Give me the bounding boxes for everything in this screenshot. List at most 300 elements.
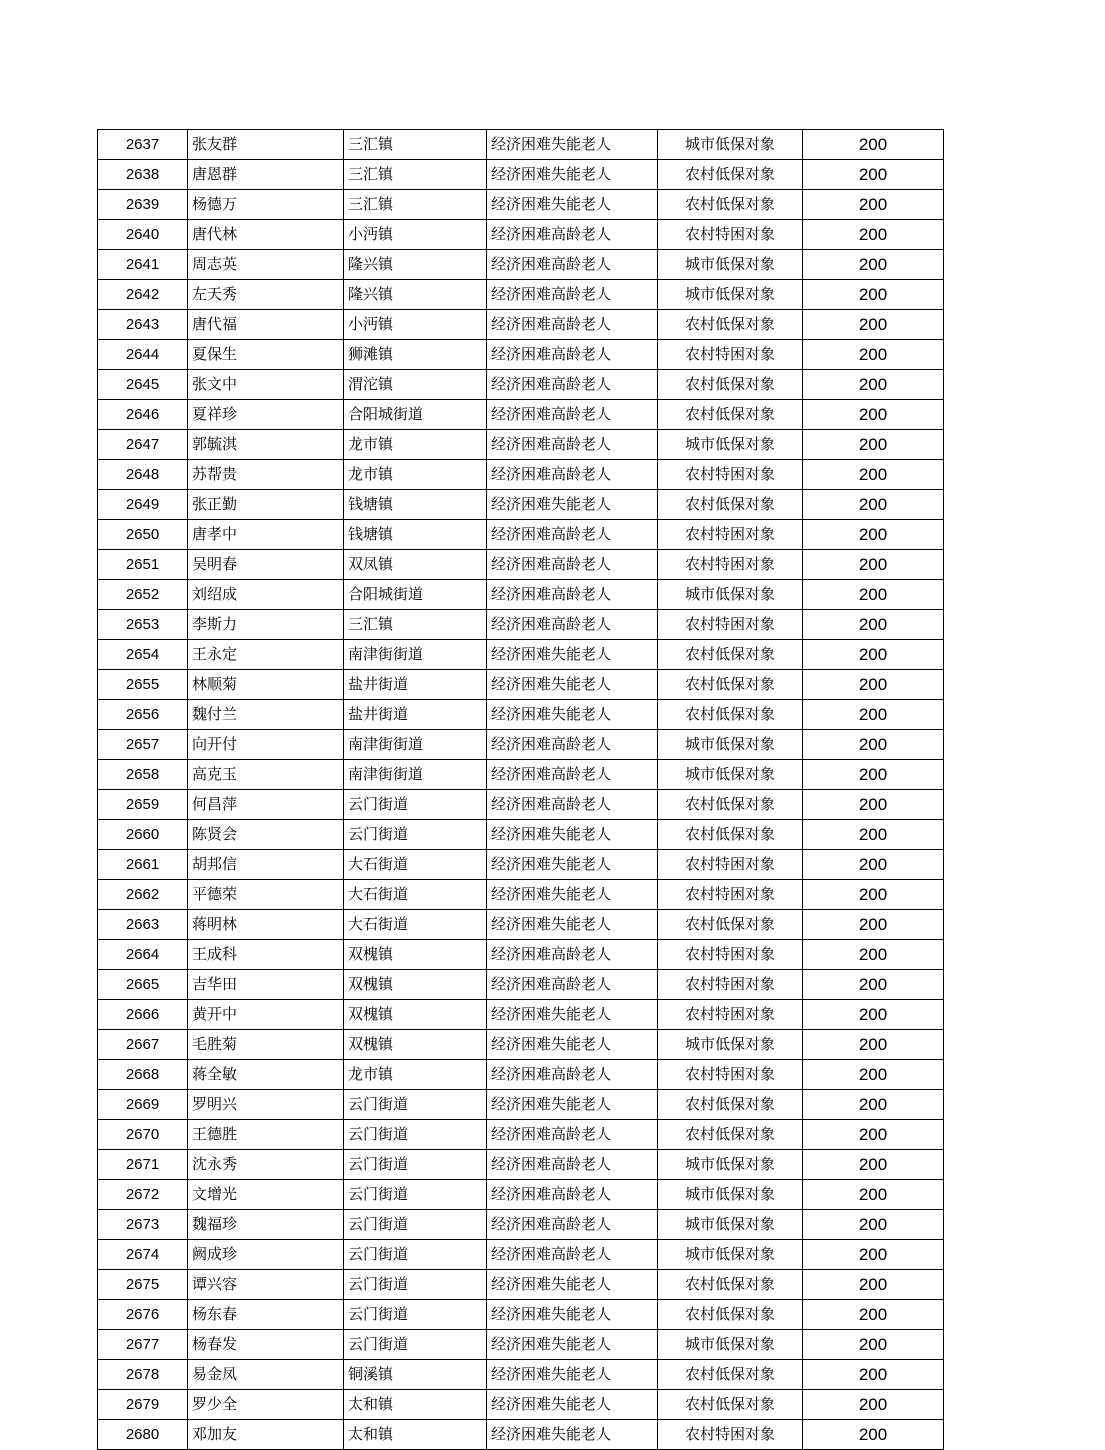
person-name-cell: 魏付兰 (188, 700, 344, 730)
assistance-type-cell: 农村特困对象 (658, 880, 803, 910)
table-row (98, 1120, 944, 1150)
assistance-type-cell: 城市低保对象 (658, 1180, 803, 1210)
person-name-cell: 杨春发 (188, 1330, 344, 1360)
table-row (98, 670, 944, 700)
table-row (98, 1300, 944, 1330)
category-cell: 经济困难失能老人 (487, 910, 658, 940)
table-row (98, 970, 944, 1000)
category-cell: 经济困难高龄老人 (487, 520, 658, 550)
table-row (98, 730, 944, 760)
town-name-cell: 云门街道 (344, 790, 487, 820)
row-number-cell: 2665 (98, 970, 188, 1000)
row-number-cell: 2641 (98, 250, 188, 280)
assistance-type-cell: 农村低保对象 (658, 700, 803, 730)
town-name-cell: 云门街道 (344, 1270, 487, 1300)
amount-cell: 200 (803, 880, 944, 910)
table-row (98, 940, 944, 970)
town-name-cell: 铜溪镇 (344, 1360, 487, 1390)
amount-cell: 200 (803, 310, 944, 340)
town-name-cell: 南津街街道 (344, 730, 487, 760)
table-row (98, 1270, 944, 1300)
category-cell: 经济困难高龄老人 (487, 310, 658, 340)
amount-cell: 200 (803, 1090, 944, 1120)
assistance-type-cell: 农村低保对象 (658, 1390, 803, 1420)
assistance-type-cell: 农村低保对象 (658, 310, 803, 340)
town-name-cell: 大石街道 (344, 880, 487, 910)
category-cell: 经济困难失能老人 (487, 1270, 658, 1300)
table-row (98, 1000, 944, 1030)
person-name-cell: 张友群 (188, 130, 344, 160)
person-name-cell: 阙成珍 (188, 1240, 344, 1270)
category-cell: 经济困难失能老人 (487, 670, 658, 700)
town-name-cell: 云门街道 (344, 1330, 487, 1360)
person-name-cell: 唐孝中 (188, 520, 344, 550)
assistance-type-cell: 农村特困对象 (658, 850, 803, 880)
category-cell: 经济困难高龄老人 (487, 250, 658, 280)
row-number-cell: 2648 (98, 460, 188, 490)
person-name-cell: 向开付 (188, 730, 344, 760)
amount-cell: 200 (803, 1420, 944, 1450)
assistance-type-cell: 农村特困对象 (658, 520, 803, 550)
amount-cell: 200 (803, 1300, 944, 1330)
amount-cell: 200 (803, 1240, 944, 1270)
table-row (98, 640, 944, 670)
row-number-cell: 2666 (98, 1000, 188, 1030)
assistance-type-cell: 农村低保对象 (658, 1090, 803, 1120)
row-number-cell: 2644 (98, 340, 188, 370)
category-cell: 经济困难高龄老人 (487, 610, 658, 640)
town-name-cell: 龙市镇 (344, 430, 487, 460)
town-name-cell: 南津街街道 (344, 640, 487, 670)
person-name-cell: 李斯力 (188, 610, 344, 640)
person-name-cell: 谭兴容 (188, 1270, 344, 1300)
town-name-cell: 云门街道 (344, 1300, 487, 1330)
row-number-cell: 2655 (98, 670, 188, 700)
table-row (98, 580, 944, 610)
assistance-type-cell: 农村低保对象 (658, 190, 803, 220)
person-name-cell: 吴明春 (188, 550, 344, 580)
town-name-cell: 太和镇 (344, 1390, 487, 1420)
assistance-type-cell: 农村低保对象 (658, 910, 803, 940)
row-number-cell: 2663 (98, 910, 188, 940)
row-number-cell: 2646 (98, 400, 188, 430)
amount-cell: 200 (803, 730, 944, 760)
amount-cell: 200 (803, 430, 944, 460)
category-cell: 经济困难高龄老人 (487, 370, 658, 400)
assistance-type-cell: 城市低保对象 (658, 1240, 803, 1270)
category-cell: 经济困难失能老人 (487, 850, 658, 880)
table-row (98, 1240, 944, 1270)
category-cell: 经济困难高龄老人 (487, 790, 658, 820)
person-name-cell: 左天秀 (188, 280, 344, 310)
row-number-cell: 2674 (98, 1240, 188, 1270)
town-name-cell: 三汇镇 (344, 160, 487, 190)
person-name-cell: 张文中 (188, 370, 344, 400)
town-name-cell: 双槐镇 (344, 1030, 487, 1060)
town-name-cell: 合阳城街道 (344, 580, 487, 610)
row-number-cell: 2640 (98, 220, 188, 250)
category-cell: 经济困难失能老人 (487, 1360, 658, 1390)
amount-cell: 200 (803, 550, 944, 580)
row-number-cell: 2667 (98, 1030, 188, 1060)
assistance-type-cell: 城市低保对象 (658, 130, 803, 160)
amount-cell: 200 (803, 520, 944, 550)
town-name-cell: 三汇镇 (344, 130, 487, 160)
assistance-type-cell: 农村特困对象 (658, 460, 803, 490)
table-row (98, 790, 944, 820)
table-row (98, 850, 944, 880)
row-number-cell: 2664 (98, 940, 188, 970)
table-row (98, 760, 944, 790)
row-number-cell: 2653 (98, 610, 188, 640)
town-name-cell: 钱塘镇 (344, 490, 487, 520)
town-name-cell: 隆兴镇 (344, 280, 487, 310)
table-row (98, 430, 944, 460)
town-name-cell: 双槐镇 (344, 940, 487, 970)
table-row (98, 280, 944, 310)
row-number-cell: 2660 (98, 820, 188, 850)
person-name-cell: 魏福珍 (188, 1210, 344, 1240)
amount-cell: 200 (803, 1390, 944, 1420)
category-cell: 经济困难高龄老人 (487, 550, 658, 580)
person-name-cell: 罗少全 (188, 1390, 344, 1420)
row-number-cell: 2673 (98, 1210, 188, 1240)
category-cell: 经济困难失能老人 (487, 820, 658, 850)
amount-cell: 200 (803, 760, 944, 790)
town-name-cell: 龙市镇 (344, 460, 487, 490)
table-row (98, 1390, 944, 1420)
row-number-cell: 2672 (98, 1180, 188, 1210)
row-number-cell: 2661 (98, 850, 188, 880)
category-cell: 经济困难高龄老人 (487, 1150, 658, 1180)
town-name-cell: 双槐镇 (344, 970, 487, 1000)
town-name-cell: 双凤镇 (344, 550, 487, 580)
row-number-cell: 2668 (98, 1060, 188, 1090)
amount-cell: 200 (803, 910, 944, 940)
category-cell: 经济困难失能老人 (487, 1390, 658, 1420)
table-row (98, 880, 944, 910)
assistance-type-cell: 农村低保对象 (658, 160, 803, 190)
row-number-cell: 2677 (98, 1330, 188, 1360)
assistance-type-cell: 农村特困对象 (658, 550, 803, 580)
row-number-cell: 2662 (98, 880, 188, 910)
town-name-cell: 狮滩镇 (344, 340, 487, 370)
town-name-cell: 双槐镇 (344, 1000, 487, 1030)
assistance-type-cell: 农村低保对象 (658, 1120, 803, 1150)
category-cell: 经济困难失能老人 (487, 1030, 658, 1060)
category-cell: 经济困难失能老人 (487, 700, 658, 730)
town-name-cell: 合阳城街道 (344, 400, 487, 430)
assistance-type-cell: 农村特困对象 (658, 1060, 803, 1090)
category-cell: 经济困难失能老人 (487, 190, 658, 220)
person-name-cell: 沈永秀 (188, 1150, 344, 1180)
category-cell: 经济困难失能老人 (487, 880, 658, 910)
person-name-cell: 杨德万 (188, 190, 344, 220)
assistance-type-cell: 农村特困对象 (658, 940, 803, 970)
person-name-cell: 王永定 (188, 640, 344, 670)
table-row (98, 1090, 944, 1120)
row-number-cell: 2637 (98, 130, 188, 160)
category-cell: 经济困难高龄老人 (487, 280, 658, 310)
amount-cell: 200 (803, 1180, 944, 1210)
table-row (98, 1180, 944, 1210)
table-row (98, 1420, 944, 1450)
table-row (98, 1360, 944, 1390)
assistance-type-cell: 农村特困对象 (658, 1000, 803, 1030)
table-row (98, 1150, 944, 1180)
row-number-cell: 2649 (98, 490, 188, 520)
row-number-cell: 2657 (98, 730, 188, 760)
category-cell: 经济困难高龄老人 (487, 400, 658, 430)
category-cell: 经济困难高龄老人 (487, 940, 658, 970)
assistance-type-cell: 农村低保对象 (658, 820, 803, 850)
assistance-type-cell: 城市低保对象 (658, 1330, 803, 1360)
amount-cell: 200 (803, 1270, 944, 1300)
town-name-cell: 云门街道 (344, 1210, 487, 1240)
town-name-cell: 三汇镇 (344, 610, 487, 640)
assistance-type-cell: 农村低保对象 (658, 640, 803, 670)
amount-cell: 200 (803, 1330, 944, 1360)
person-name-cell: 夏保生 (188, 340, 344, 370)
table-row (98, 370, 944, 400)
category-cell: 经济困难高龄老人 (487, 1210, 658, 1240)
category-cell: 经济困难高龄老人 (487, 730, 658, 760)
row-number-cell: 2679 (98, 1390, 188, 1420)
row-number-cell: 2638 (98, 160, 188, 190)
person-name-cell: 罗明兴 (188, 1090, 344, 1120)
amount-cell: 200 (803, 250, 944, 280)
assistance-type-cell: 农村低保对象 (658, 400, 803, 430)
town-name-cell: 大石街道 (344, 850, 487, 880)
person-name-cell: 夏祥珍 (188, 400, 344, 430)
person-name-cell: 何昌萍 (188, 790, 344, 820)
person-name-cell: 平德荣 (188, 880, 344, 910)
category-cell: 经济困难失能老人 (487, 1330, 658, 1360)
assistance-type-cell: 城市低保对象 (658, 1030, 803, 1060)
person-name-cell: 刘绍成 (188, 580, 344, 610)
table-body (98, 130, 944, 1450)
person-name-cell: 高克玉 (188, 760, 344, 790)
person-name-cell: 杨东春 (188, 1300, 344, 1330)
amount-cell: 200 (803, 970, 944, 1000)
person-name-cell: 郭毓淇 (188, 430, 344, 460)
category-cell: 经济困难高龄老人 (487, 760, 658, 790)
town-name-cell: 小沔镇 (344, 310, 487, 340)
amount-cell: 200 (803, 1000, 944, 1030)
person-name-cell: 蒋明林 (188, 910, 344, 940)
amount-cell: 200 (803, 220, 944, 250)
category-cell: 经济困难失能老人 (487, 640, 658, 670)
table-row (98, 130, 944, 160)
person-name-cell: 周志英 (188, 250, 344, 280)
row-number-cell: 2675 (98, 1270, 188, 1300)
town-name-cell: 南津街街道 (344, 760, 487, 790)
person-name-cell: 唐代林 (188, 220, 344, 250)
assistance-type-cell: 农村特困对象 (658, 970, 803, 1000)
amount-cell: 200 (803, 1120, 944, 1150)
assistance-type-cell: 农村特困对象 (658, 220, 803, 250)
town-name-cell: 龙市镇 (344, 1060, 487, 1090)
person-name-cell: 唐代福 (188, 310, 344, 340)
person-name-cell: 毛胜菊 (188, 1030, 344, 1060)
amount-cell: 200 (803, 700, 944, 730)
town-name-cell: 云门街道 (344, 1240, 487, 1270)
table-row (98, 190, 944, 220)
amount-cell: 200 (803, 820, 944, 850)
town-name-cell: 三汇镇 (344, 190, 487, 220)
assistance-type-cell: 农村特困对象 (658, 1420, 803, 1450)
row-number-cell: 2650 (98, 520, 188, 550)
row-number-cell: 2676 (98, 1300, 188, 1330)
assistance-type-cell: 农村低保对象 (658, 1300, 803, 1330)
category-cell: 经济困难高龄老人 (487, 430, 658, 460)
assistance-type-cell: 城市低保对象 (658, 1150, 803, 1180)
category-cell: 经济困难高龄老人 (487, 1180, 658, 1210)
category-cell: 经济困难失能老人 (487, 160, 658, 190)
amount-cell: 200 (803, 1060, 944, 1090)
amount-cell: 200 (803, 490, 944, 520)
person-name-cell: 苏帮贵 (188, 460, 344, 490)
town-name-cell: 云门街道 (344, 1120, 487, 1150)
town-name-cell: 小沔镇 (344, 220, 487, 250)
amount-cell: 200 (803, 160, 944, 190)
amount-cell: 200 (803, 850, 944, 880)
person-name-cell: 文增光 (188, 1180, 344, 1210)
table-row (98, 340, 944, 370)
person-name-cell: 蒋全敏 (188, 1060, 344, 1090)
assistance-type-cell: 城市低保对象 (658, 580, 803, 610)
category-cell: 经济困难高龄老人 (487, 970, 658, 1000)
category-cell: 经济困难高龄老人 (487, 460, 658, 490)
table-row (98, 310, 944, 340)
table-row (98, 820, 944, 850)
person-name-cell: 林顺菊 (188, 670, 344, 700)
person-name-cell: 邓加友 (188, 1420, 344, 1450)
town-name-cell: 钱塘镇 (344, 520, 487, 550)
table-row (98, 910, 944, 940)
row-number-cell: 2647 (98, 430, 188, 460)
row-number-cell: 2678 (98, 1360, 188, 1390)
person-name-cell: 王成科 (188, 940, 344, 970)
amount-cell: 200 (803, 610, 944, 640)
amount-cell: 200 (803, 280, 944, 310)
amount-cell: 200 (803, 460, 944, 490)
person-name-cell: 黄开中 (188, 1000, 344, 1030)
person-name-cell: 陈贤会 (188, 820, 344, 850)
table-row (98, 160, 944, 190)
assistance-type-cell: 城市低保对象 (658, 730, 803, 760)
table-row (98, 520, 944, 550)
table-row (98, 460, 944, 490)
assistance-type-cell: 农村低保对象 (658, 490, 803, 520)
amount-cell: 200 (803, 400, 944, 430)
town-name-cell: 云门街道 (344, 1150, 487, 1180)
table-row (98, 400, 944, 430)
person-name-cell: 唐恩群 (188, 160, 344, 190)
assistance-type-cell: 农村低保对象 (658, 670, 803, 700)
category-cell: 经济困难高龄老人 (487, 1060, 658, 1090)
amount-cell: 200 (803, 580, 944, 610)
assistance-type-cell: 农村低保对象 (658, 790, 803, 820)
row-number-cell: 2654 (98, 640, 188, 670)
person-name-cell: 胡邦信 (188, 850, 344, 880)
amount-cell: 200 (803, 1030, 944, 1060)
person-name-cell: 易金凤 (188, 1360, 344, 1390)
amount-cell: 200 (803, 940, 944, 970)
table-row (98, 700, 944, 730)
person-name-cell: 吉华田 (188, 970, 344, 1000)
assistance-type-cell: 城市低保对象 (658, 280, 803, 310)
table-row (98, 1210, 944, 1240)
assistance-type-cell: 城市低保对象 (658, 1210, 803, 1240)
amount-cell: 200 (803, 1150, 944, 1180)
row-number-cell: 2670 (98, 1120, 188, 1150)
row-number-cell: 2659 (98, 790, 188, 820)
person-name-cell: 张正勤 (188, 490, 344, 520)
category-cell: 经济困难失能老人 (487, 490, 658, 520)
table-row (98, 490, 944, 520)
category-cell: 经济困难高龄老人 (487, 1120, 658, 1150)
assistance-type-cell: 城市低保对象 (658, 250, 803, 280)
amount-cell: 200 (803, 670, 944, 700)
assistance-type-cell: 农村特困对象 (658, 610, 803, 640)
table-row (98, 610, 944, 640)
table-row (98, 220, 944, 250)
row-number-cell: 2671 (98, 1150, 188, 1180)
town-name-cell: 渭沱镇 (344, 370, 487, 400)
category-cell: 经济困难失能老人 (487, 1420, 658, 1450)
assistance-type-cell: 农村低保对象 (658, 1360, 803, 1390)
amount-cell: 200 (803, 1210, 944, 1240)
amount-cell: 200 (803, 790, 944, 820)
amount-cell: 200 (803, 340, 944, 370)
amount-cell: 200 (803, 130, 944, 160)
town-name-cell: 云门街道 (344, 1180, 487, 1210)
row-number-cell: 2669 (98, 1090, 188, 1120)
amount-cell: 200 (803, 640, 944, 670)
category-cell: 经济困难失能老人 (487, 1090, 658, 1120)
assistance-type-cell: 农村特困对象 (658, 340, 803, 370)
amount-cell: 200 (803, 1360, 944, 1390)
row-number-cell: 2642 (98, 280, 188, 310)
row-number-cell: 2651 (98, 550, 188, 580)
row-number-cell: 2643 (98, 310, 188, 340)
table-row (98, 250, 944, 280)
assistance-type-cell: 农村低保对象 (658, 370, 803, 400)
town-name-cell: 盐井街道 (344, 670, 487, 700)
category-cell: 经济困难失能老人 (487, 1000, 658, 1030)
town-name-cell: 太和镇 (344, 1420, 487, 1450)
row-number-cell: 2680 (98, 1420, 188, 1450)
category-cell: 经济困难高龄老人 (487, 580, 658, 610)
row-number-cell: 2645 (98, 370, 188, 400)
row-number-cell: 2639 (98, 190, 188, 220)
amount-cell: 200 (803, 190, 944, 220)
town-name-cell: 云门街道 (344, 1090, 487, 1120)
amount-cell: 200 (803, 370, 944, 400)
table-row (98, 1030, 944, 1060)
town-name-cell: 隆兴镇 (344, 250, 487, 280)
table-row (98, 550, 944, 580)
person-name-cell: 王德胜 (188, 1120, 344, 1150)
town-name-cell: 盐井街道 (344, 700, 487, 730)
assistance-type-cell: 城市低保对象 (658, 430, 803, 460)
row-number-cell: 2658 (98, 760, 188, 790)
category-cell: 经济困难高龄老人 (487, 220, 658, 250)
category-cell: 经济困难失能老人 (487, 130, 658, 160)
table-row (98, 1060, 944, 1090)
row-number-cell: 2656 (98, 700, 188, 730)
